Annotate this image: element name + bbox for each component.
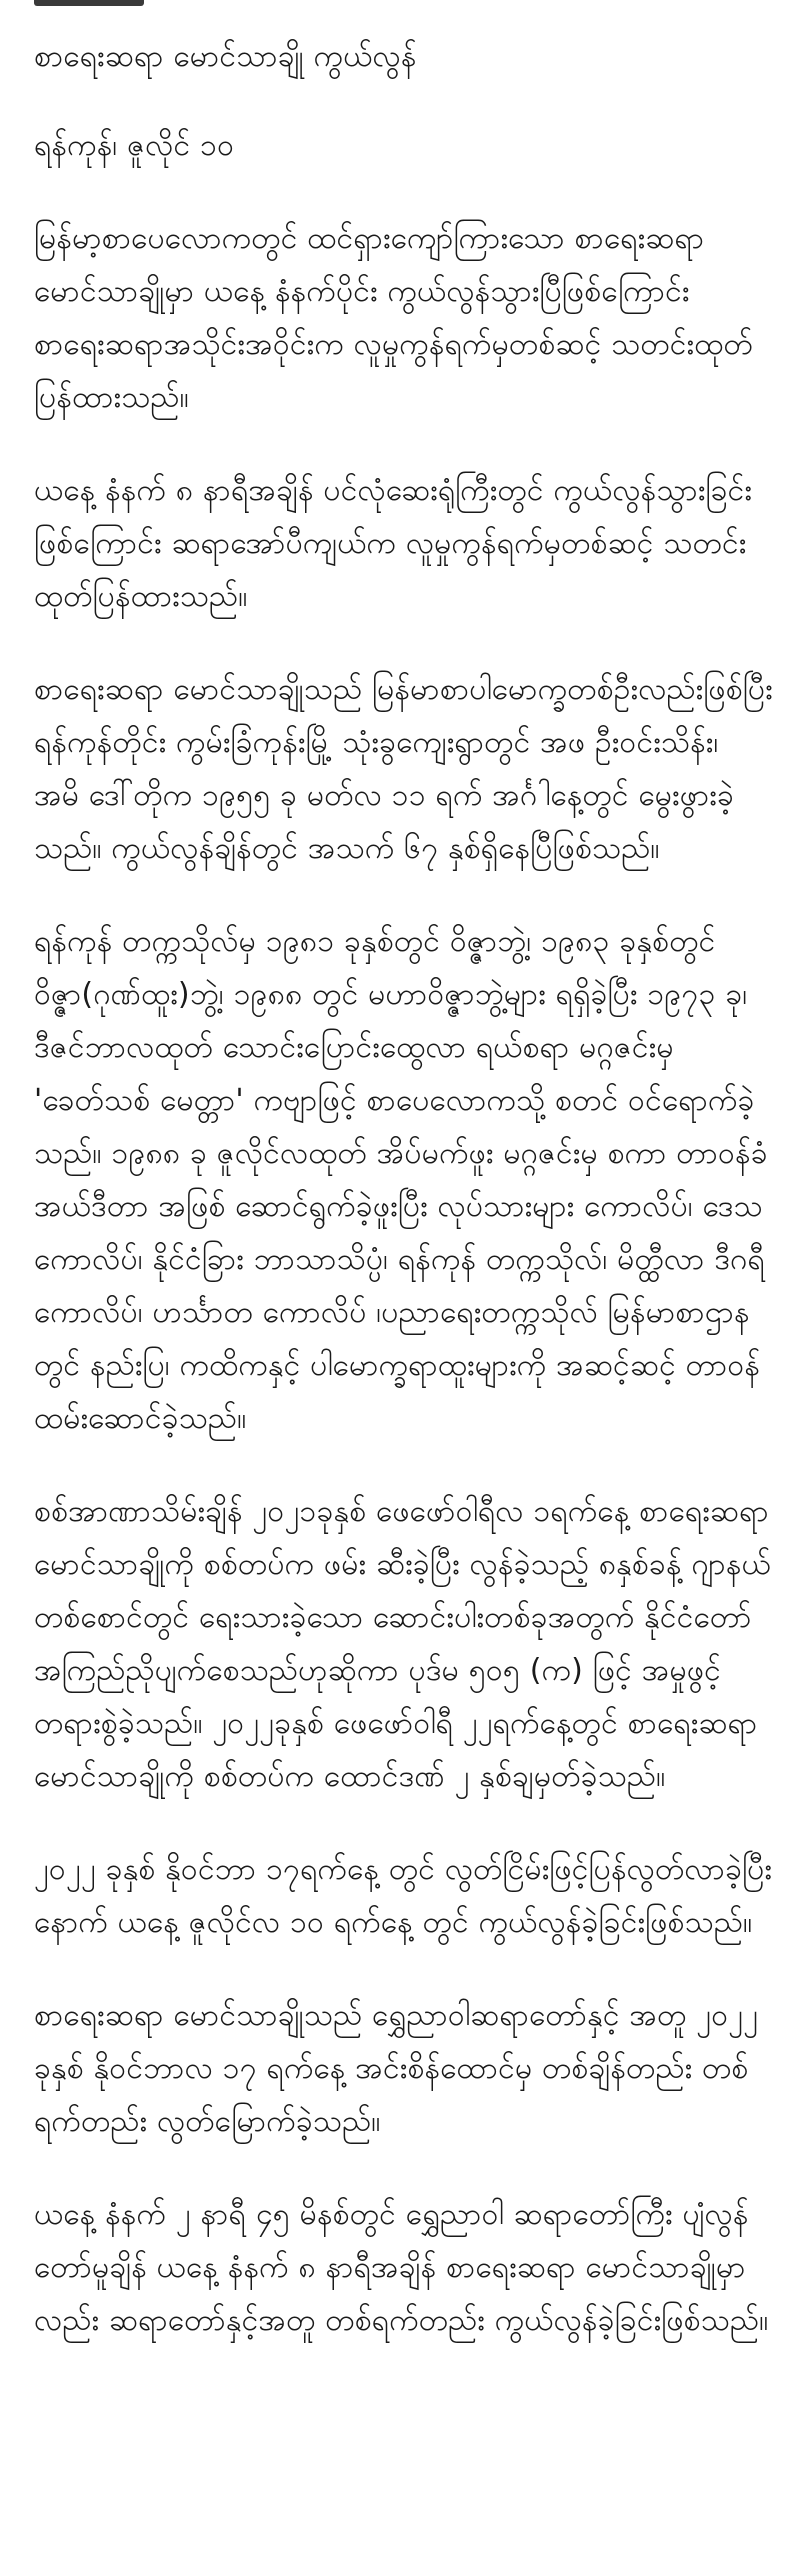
article-title: စာရေးဆရာ မောင်သာချို ကွယ်လွန် [34, 39, 417, 74]
article-paragraph-4: ရန်ကုန် တက္ကသိုလ်မှ ၁၉၈၁ ခုနှစ်တွင် ဝိဇ္ဇာဘွဲ့၊ ၁၉၈၃ ခုနှစ်တွင် ဝိဇ္ဇာ(ဂုဏ်ထူး)ဘွဲ့၊ ၁၉၈၈ တွင် မဟာဝိဇ္ဇာဘွဲ့များ ရရှိခဲ့ပြီး ၁၉၇၃ ခု၊ ဒီဇင်ဘာလထုတ် သောင်းပြောင်းထွေလာ ရယ်စရာ မဂ္ဂဇင်းမှ 'ခေတ်သစ် မေတ္တာ' ကဗျာဖြင့် စာပေလောကသို့ စတင် ဝင်ရောက်ခဲ့သည်။ ၁၉၈၈ ခု ဇူလိုင်လထုတ် အိပ်မက်ဖူး မဂ္ဂဇင်းမှ စကာ တာဝန်ခံ အယ်ဒီတာ အဖြစ် ဆောင်ရွက်ခဲ့ဖူးပြီး လုပ်သားများ ကောလိပ်၊ ဒေသကောလိပ်၊ နိုင်ငံခြား ဘာသာသိပ္ပံ၊ ရန်ကုန် တက္ကသိုလ်၊ မိတ္ထီလာ ဒီဂရီ ကောလိပ်၊ ဟင်္သာတ ကောလိပ် ၊ပညာရေးတက္ကသိုလ် မြန်မာစာဌာနတွင် နည်းပြ၊ ကထိကနှင့် ပါမောက္ခရာထူးများကို အဆင့်ဆင့် တာဝန်ထမ်းဆောင်ခဲ့သည်။ [34, 924, 768, 1436]
article-paragraph-5: စစ်အာဏာသိမ်းချိန် ၂၀၂၁ခုနှစ် ဖေဖော်ဝါရီလ ၁ရက်နေ့ စာရေးဆရာ မောင်သာချိုကို စစ်တပ်က ဖမ်း ဆီးခဲ့ပြီး လွန်ခဲ့သည့် ၈နှစ်ခန့် ဂျာနယ်တစ်စောင်တွင် ရေးသားခဲ့သော ဆောင်းပါးတစ်ခုအတွက် နိုင်ငံတော် အကြည်ညိုပျက်စေသည်ဟုဆိုကာ ပုဒ်မ ၅၀၅ (က) ဖြင့် အမှုဖွင့်တရားစွဲခဲ့သည်။ ၂၀၂၂ခုနှစ် ဖေဖော်ဝါရီ ၂၂ရက်နေ့တွင် စာရေးဆရာ မောင်သာချိုကို စစ်တပ်က ထောင်ဒဏ် ၂ နှစ်ချမှတ်ခဲ့သည်။ [34, 1494, 771, 1794]
article-paragraph-2: ယနေ့ နံနက် ၈ နာရီအချိန် ပင်လုံဆေးရုံကြီးတွင် ကွယ်လွန်သွားခြင်းဖြစ်ကြောင်း ဆရာအော်ပီကျယ်က လူမှုကွန်ရက်မှတစ်ဆင့် သတင်းထုတ်ပြန်ထားသည်။ [34, 473, 753, 614]
article-paragraph-6: ၂၀၂၂ ခုနှစ် နိုဝင်ဘာ ၁၇ရက်နေ့ တွင် လွတ်ငြိမ်းဖြင့်ပြန်လွတ်လာခဲ့ပြီးနောက် ယနေ့ ဇူလိုင်လ ၁၀ ရက်နေ့ တွင် ကွယ်လွန်ခဲ့ခြင်းဖြစ်သည်။ [34, 1852, 773, 1940]
article-paragraph-3: စာရေးဆရာ မောင်သာချိုသည် မြန်မာစာပါမောက္ခတစ်ဦးလည်းဖြစ်ပြီး ရန်ကုန်တိုင်း ကွမ်းခြံကုန်းမြို့ သုံးခွကျေးရွာတွင် အဖ ဦးဝင်းသိန်း၊ အမိ ဒေါ်တိုက ၁၉၅၅ ခု မတ်လ ၁၁ ရက် အင်္ဂါနေ့တွင် မွေးဖွားခဲ့သည်။ ကွယ်လွန်ချိန်တွင် အသက် ၆၇ နှစ်ရှိနေပြီဖြစ်သည်။ [34, 672, 773, 866]
article-dateline: ရန်ကုန်၊ ဇူလိုင် ၁၀ [34, 128, 235, 163]
article-paragraph-8: ယနေ့ နံနက် ၂ နာရီ ၄၅ မိနစ်တွင် ရွှေညာဝါ ဆရာတော်ကြီး ပျံလွန်တော်မူချိန် ယနေ့ နံနက် ၈ နာရီအချိန် စာရေးဆရာ မောင်သာချိုမှာလည်း ဆရာတော်နှင့်အတူ တစ်ရက်တည်း ကွယ်လွန်ခဲ့ခြင်းဖြစ်သည်။ [34, 2197, 769, 2338]
article-paragraph-1: မြန်မာ့စာပေလောကတွင် ထင်ရှားကျော်ကြားသော စာရေးဆရာ မောင်သာချိုမှာ ယနေ့ နံနက်ပိုင်း ကွယ်လွန်သွားပြီဖြစ်ကြောင်း စာရေးဆရာအသိုင်းအဝိုင်းက လူမှုကွန်ရက်မှတစ်ဆင့် သတင်းထုတ်ပြန်ထားသည်။ [34, 221, 753, 415]
article-paragraph-7: စာရေးဆရာ မောင်သာချိုသည် ရွှေညာဝါဆရာတော်နှင့် အတူ ၂၀၂၂ ခုနှစ် နိုဝင်ဘာလ ၁၇ ရက်နေ့ အင်းစိန်ထောင်မှ တစ်ချိန်တည်း တစ်ရက်တည်း လွတ်မြောက်ခဲ့သည်။ [34, 1998, 759, 2139]
